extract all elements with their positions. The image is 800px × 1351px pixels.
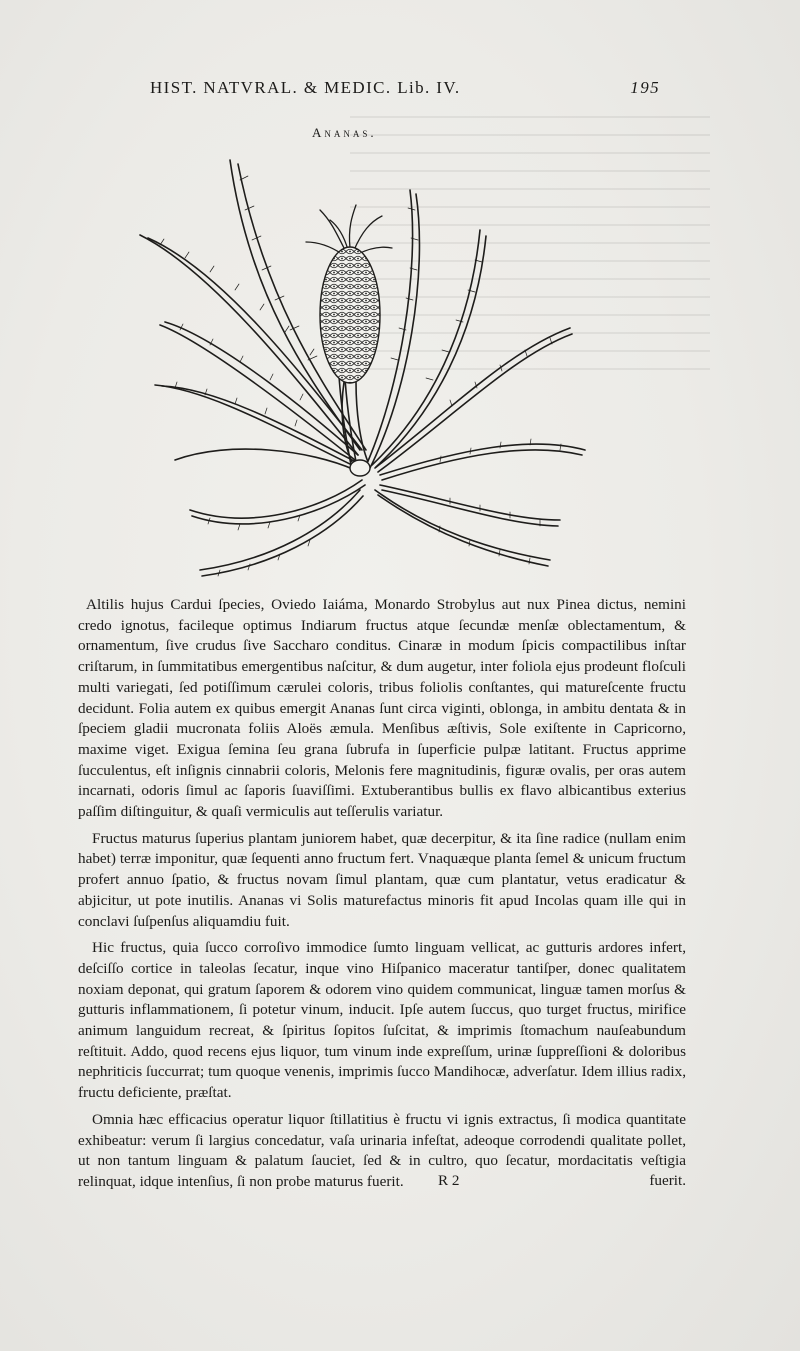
paragraph-1: Altilis hujus Cardui ſpecies, Oviedo Iaiáma, Monardo Strobylus aut nux Pinea dictus, nemini credo ignotus, facileque optimus Indiarum fructus atque ſecundæ menſæ oblectamentum, & ornamentum, ſive crudus ſive Saccharo conditus. Cinaræ in modum ſpicis compactilibus inſtar criſtarum, in ſummitatibus emergentibus naſcitur, & dum augetur, inter foliola ejus prodeunt floſculi multi variegati, ſed potiſſimum cærulei coloris, tribus foliolis conſtantes, qui matureſcente fructu decidunt. Folia autem ex quibus emergit Ananas ſunt circa viginti, oblonga, in ambitu dentata & in ſpeciem gladii mucronata foliis Aloës æmula. Menſibus æſtivis, Sole exiſtente in Capricorno, maxime viget. Exigua ſemina ſeu grana ſubrufa in ſuperficie pulpæ latitant. Fructus apprime ſucculentus, eſt inſignis cinnabrii coloris, Melonis fere magnitudinis, figuræ ovalis, per oras autem incarnati, odoris ſimul ac ſaporis ſuaviſſimi. Extuberantibus bullis ex flavo albicantibus exterius paſſim diſtinguitur, & quaſi vermiculis aut teſſerulis variatur. (78, 596, 686, 821)
running-title: HIST. NATVRAL. & MEDIC. Lib. IV. (150, 78, 461, 97)
page-footer (78, 1172, 686, 1192)
pineapple-plant-icon (130, 150, 600, 590)
paragraph-2: Fructus maturus ſuperius plantam juniorem habet, quæ decerpitur, & ita ſine radice (nullam enim habet) terræ imponitur, quæ ſequenti anno fructum fert. Vnaquæque planta ſemel & unicum fructum profert annuo ſpatio, & fructus novam ſimul plantam, quæ cum plantatur, vetus eradicatur & abjicitur, ut pote inutilis. Ananas vi Solis maturefactus minoris fit apud Incolas quam ille qui in conclavi ſuſpenſus aliquamdiu fuit. (78, 829, 686, 930)
body-text (78, 595, 686, 1199)
paragraph-4: Omnia hæc efficacius operatur liquor ſtillatitius è fructu vi ignis extractus, ſi modica quantitate exhibeatur: verum ſi largius concedatur, vaſa urinaria infeſtat, adeoque corrodendi qualitate pollet, ut non tantum linguam & palatum ſauciet, ſed & in cultro, quo ſecatur, mordacitatis veſtigia relinquat, idque intenſius, ſi non probe maturus fuerit. (78, 1110, 686, 1190)
signature-mark: R 2 (438, 1172, 460, 1189)
plate-title: Ananas. (312, 125, 377, 140)
paragraph-3: Hic fructus, quia ſucco corroſivo immodice ſumto linguam vellicat, ac gutturis ardores infert, deſciſſo cortice in taleolas ſecatur, inque vino Hiſpanico maceratur tantiſper, donec qualitatem noxiam deponat, qui gratum ſaporem & odorem vino quidem communicat, linguæ tamen morſus & gutturis inflammationem, ſi potetur vinum, inducit. Ipſe autem ſuccus, quo turget fructus, mirifice animum languidum recreat, & ſpiritus ſopitos ſuſcitat, & imprimis ſtomachum nauſeabundum reſtituit. Addo, quod recens ejus liquor, tum vinum inde expreſſum, urinæ ſuppreſſioni & doloribus nephriticis ſuccurrat; tum quoque venenis, imprimis ſucco Mandihocæ, adverſatur. Idem illius radix, fructu deficiente, præſtat. (78, 939, 686, 1102)
page-number: 195 (630, 78, 660, 97)
catchword: fuerit. (649, 1172, 686, 1189)
